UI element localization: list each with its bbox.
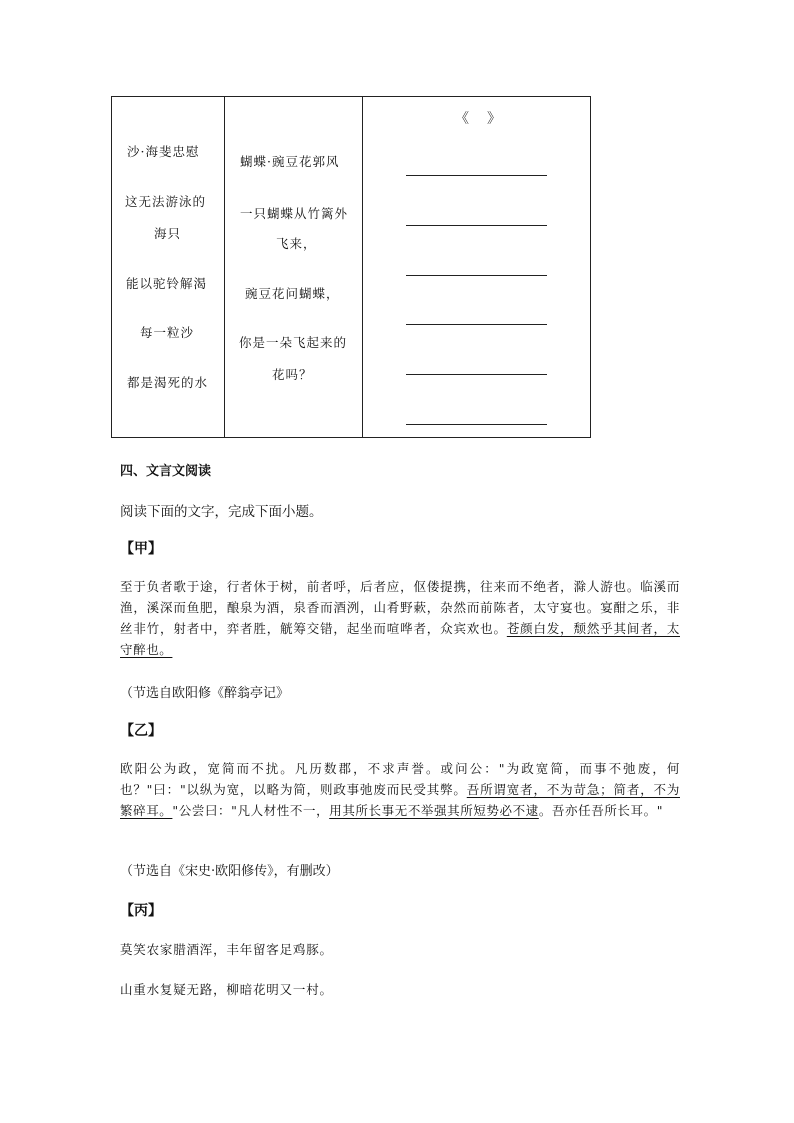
passage-jia-text: 至于负者歌于途，行者休于树，前者呼，后者应，伛偻提携，往来而不绝者，滁人游也。临溪而渔，溪深而鱼肥，酿泉为酒，泉香而酒洌，山肴野蔌，杂然而前陈者，太守宴也。宴酣之乐，非丝非竹，射者中，弈者胜，觥筹交错，起坐而喧哗者，众宾欢也。: [120, 579, 680, 636]
answer-blank-line: [406, 374, 547, 375]
poem2-line: 花吗？: [272, 367, 313, 382]
poem1-line: 海只: [154, 226, 182, 241]
answer-blank-line: [406, 324, 547, 325]
poem2-line: 飞来，: [276, 236, 317, 251]
underlined-sentence: 用其所长事无不举强其所短势必不逮: [329, 803, 539, 818]
passage-yi-text: "公尝曰："凡人材性不一，: [172, 803, 330, 818]
instruction-text: 阅读下面的文字，完成下面小题。: [120, 504, 323, 520]
answer-blank-line: [406, 175, 547, 176]
answer-blank-line: [406, 424, 547, 425]
passage-yi-text: 。吾亦任吾所长耳。": [538, 803, 664, 818]
passage-yi: [120, 758, 680, 821]
passage-yi-text: 欧阳公为政，宽简而不扰。凡历数郡，不求声誉。或问公："为政宽简，而事不弛废，何也？"曰："以纵为宽，以略为简，则政事弛废而民受其弊。: [120, 761, 680, 797]
poem1-line: 能以驼铃解渴: [126, 276, 208, 291]
poem-bing-line: 莫笑农家腊酒浑，丰年留客足鸡豚。: [120, 942, 333, 957]
underlined-sentence: 苍颜白发，颓然乎其间者，太守醉也。: [120, 621, 680, 657]
poem2-line: 一只蝴蝶从竹篱外: [240, 206, 349, 221]
poem2-line: 豌豆花问蝴蝶，: [245, 286, 340, 301]
answer-blank-line: [406, 275, 547, 276]
passage-marker-jia: 【甲】: [120, 541, 162, 557]
poem1-line: 这无法游泳的: [125, 194, 207, 209]
poem2-line: 你是一朵飞起来的: [239, 335, 348, 350]
passage-marker-yi: 【乙】: [120, 723, 162, 739]
underlined-sentence: 吾所谓宽者，不为苛急；简者，不为繁碎耳。: [120, 782, 680, 818]
poem1-line: 每一粒沙: [140, 325, 195, 340]
title-blank-brackets: 《》: [455, 111, 519, 127]
passage-jia-source: （节选自欧阳修《醉翁亭记》: [120, 686, 290, 701]
passage-marker-bing: 【丙】: [120, 903, 162, 919]
poem1-line: 都是渴死的水: [127, 375, 209, 390]
poem2-title: 蝴蝶·豌豆花郭风: [240, 154, 340, 169]
poem-bing-line: 山重水复疑无路，柳暗花明又一村。: [120, 982, 333, 997]
column-divider: [224, 97, 225, 437]
poem1-title: 沙·海斐忠慰: [127, 144, 200, 159]
passage-yi-source: （节选自《宋史·欧阳修传》，有删改）: [120, 864, 339, 879]
answer-blank-line: [406, 225, 547, 226]
section-heading: 四、文言文阅读: [120, 464, 212, 479]
column-divider: [362, 97, 363, 437]
passage-jia: [120, 576, 680, 660]
